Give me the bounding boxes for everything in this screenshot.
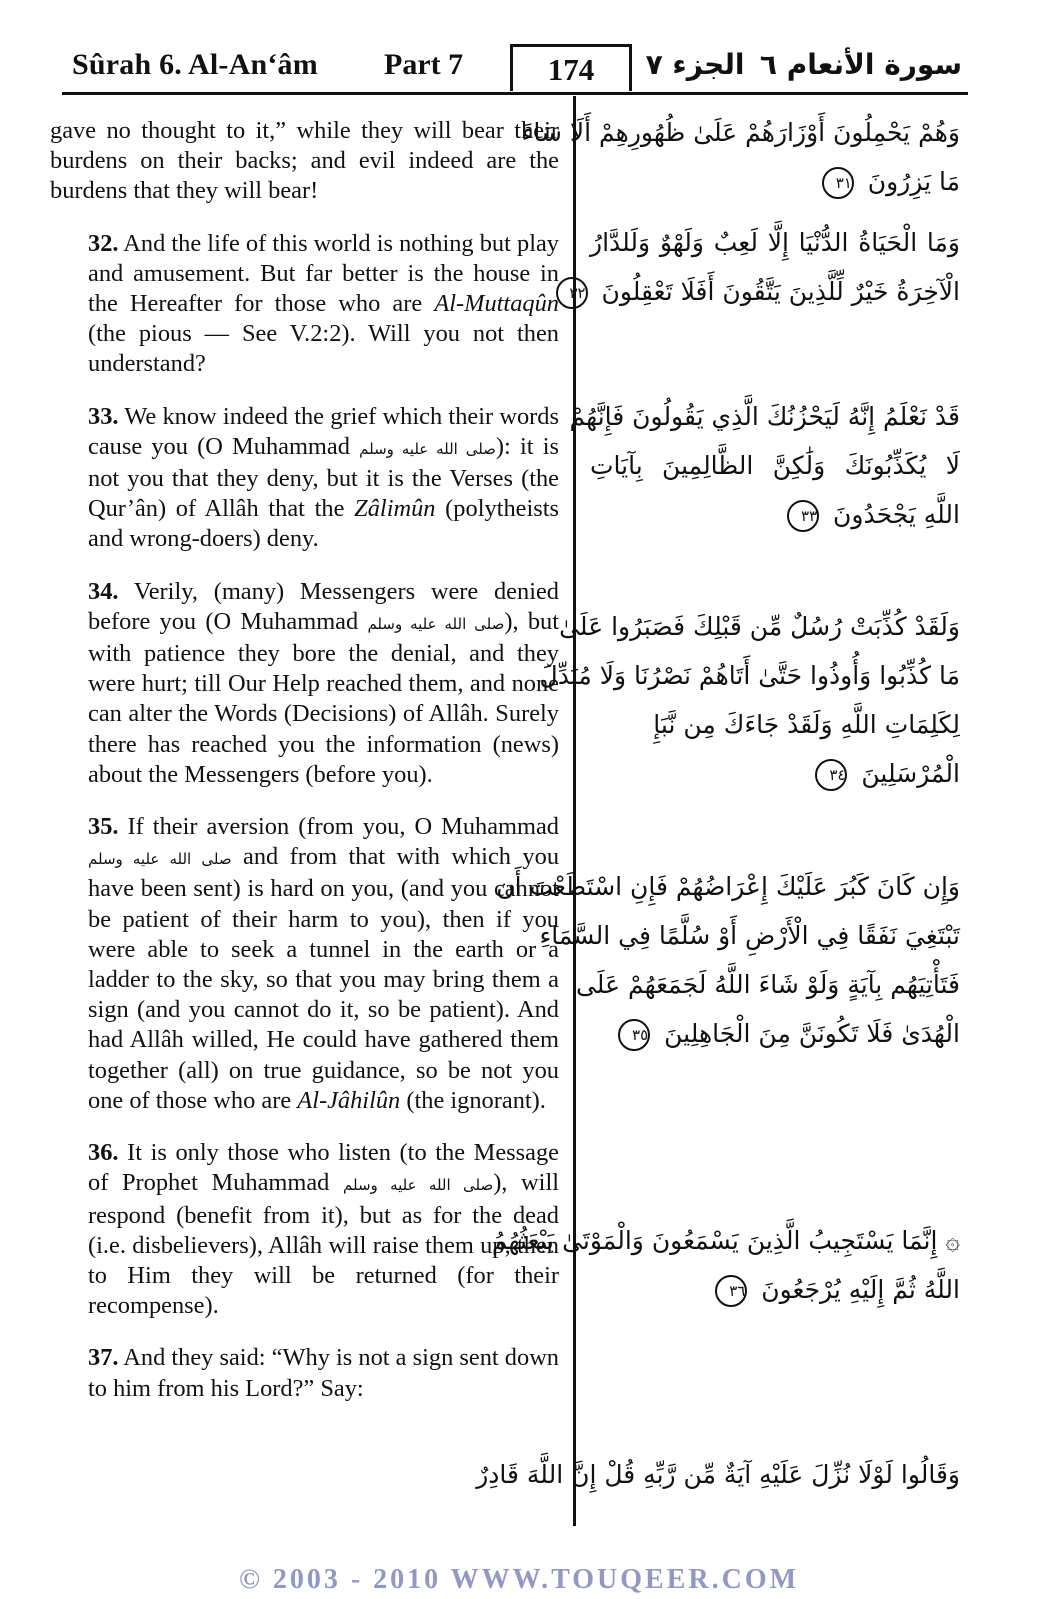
salutation-arabic: صلى الله عليه وسلم	[359, 439, 496, 458]
ayah-number-marker: ٣١	[822, 167, 854, 199]
arabic-verse-36	[491, 1216, 960, 1314]
arabic-line: وَقَالُوا لَوْلَا نُزِّلَ عَلَيْهِ آيَةٌ مِّن رَّبِّهِ قُلْ إِنَّ اللَّهَ قَادِرٌ	[476, 1460, 960, 1489]
verse-35-translation	[50, 812, 559, 1116]
arabic-line: فَتَأْتِيَهُم بِآيَةٍ وَلَوْ شَاءَ اللَّهُ لَجَمَعَهُمْ عَلَى	[575, 970, 960, 999]
arabic-line	[569, 267, 960, 316]
arabic-line: لَا يُكَذِّبُونَكَ وَلَٰكِنَّ الظَّالِمِينَ بِآيَاتِ	[590, 451, 960, 480]
arabic-text: مَا يَزِرُونَ	[867, 167, 960, 196]
arabic-verse-31	[521, 108, 960, 206]
arabic-line	[590, 749, 960, 798]
verse-34-translation	[50, 577, 559, 790]
italic-term: Zâlimûn	[354, 495, 436, 523]
verse-text: And they said: “Why is not a sign sent down to him from his Lord?” Say:	[88, 1344, 559, 1402]
ayah-number-marker: ٣٢	[556, 277, 588, 309]
verse-text: ), will respond (benefit from it), but as for the dead (i.e. disbelievers), Allâh will raise them up, then to Him they will be returned (for their recompense).	[88, 1169, 560, 1320]
arabic-line: قَدْ نَعْلَمُ إِنَّهُ لَيَحْزُنُكَ الَّذِي يَقُولُونَ فَإِنَّهُمْ	[569, 402, 960, 431]
verse-text: ): it is not you that they deny, but it is the Verses (the Qur’ân) of Allâh that the	[88, 432, 560, 523]
verse-text: It is only those who listen (to the Message of Prophet Muhammad	[88, 1139, 559, 1197]
ayah-number-marker: ٣٤	[815, 759, 847, 791]
arabic-text: اللَّهِ يَجْحَدُونَ	[833, 500, 960, 529]
page-number: 174	[510, 44, 632, 91]
verse-number: 35.	[88, 813, 119, 841]
salutation-arabic: صلى الله عليه وسلم	[367, 614, 505, 633]
arabic-line: مَا كُذِّبُوا وَأُوذُوا حَتَّىٰ أَتَاهُمْ نَصْرُنَا وَلَا مُبَدِّلَ	[539, 661, 960, 690]
surah-title-arabic: سورة الأنعام ٦	[759, 48, 962, 81]
arabic-line	[590, 1009, 960, 1058]
italic-term: Al-Muttaqûn	[434, 290, 559, 318]
arabic-text: الْمُرْسَلِينَ	[861, 759, 960, 788]
verse-text: Verily, (many) Messengers were denied before you (O Muhammad	[88, 577, 559, 635]
arabic-verse-34	[539, 602, 960, 798]
verse-text: We know indeed the grief which their words cause you (O Muhammad	[88, 402, 559, 460]
arabic-verse-32	[569, 218, 960, 316]
verse-text: (polytheists and wrong-doers) deny.	[88, 495, 560, 553]
verse-text: (the ignorant).	[400, 1086, 546, 1114]
arabic-line: ۞ إِنَّمَا يَسْتَجِيبُ الَّذِينَ يَسْمَعُونَ وَالْمَوْتَىٰ يَبْعَثُهُمُ	[491, 1226, 960, 1255]
verse-number: 33.	[88, 402, 119, 430]
arabic-verse-35	[496, 862, 960, 1058]
italic-term: Al-Jâhilûn	[297, 1086, 401, 1114]
arabic-text: اللَّهُ ثُمَّ إِلَيْهِ يُرْجَعُونَ	[761, 1275, 960, 1304]
ayah-number-marker: ٣٣	[787, 500, 819, 532]
verse-text: (the pious — See V.2:2). Will you not then understand?	[88, 320, 559, 378]
verse-text: and from that with which you have been sent) is hard on you, (and you cannot be patient of their harm to you), then if you were able to seek a tunnel in the earth or a ladder to the sky, so that you may bring them a sign (and you cannot do it, so be patient). And had Allâh willed, He could have gathered them together (all) on true guidance, so be not you one of those who are	[88, 843, 560, 1114]
verse-text: ), but with patience they bore the denial, and they were hurt; till Our Help reached them, and none can alter the Words (Decisions) of Allâh. Surely there has reached you the information (news) about the Messengers (before you).	[88, 607, 559, 788]
surah-title-english: Sûrah 6. Al-An‘âm	[72, 48, 318, 81]
verse-33-translation	[50, 402, 559, 555]
arabic-line: وَهُمْ يَحْمِلُونَ أَوْزَارَهُمْ عَلَىٰ ظُهُورِهِمْ أَلَا سَاءَ	[521, 118, 960, 147]
arabic-line	[590, 1265, 960, 1314]
arabic-line: لِكَلِمَاتِ اللَّهِ وَلَقَدْ جَاءَكَ مِن نَّبَإِ	[653, 710, 960, 739]
verse-number: 36.	[88, 1139, 119, 1167]
part-label-arabic: الجزء ٧	[645, 48, 745, 81]
verse-number: 32.	[88, 229, 119, 257]
arabic-line: وَإِن كَانَ كَبُرَ عَلَيْكَ إِعْرَاضُهُمْ فَإِنِ اسْتَطَعْتَ أَن	[496, 872, 960, 901]
continuation-paragraph: gave no thought to it,” while they will bear their burdens on their backs; and evil indeed are the burdens that they will bear!	[50, 117, 559, 205]
arabic-line: وَلَقَدْ كُذِّبَتْ رُسُلٌ مِّن قَبْلِكَ فَصَبَرُوا عَلَىٰ	[559, 612, 960, 641]
english-translation-column	[50, 116, 559, 1404]
verse-number: 37.	[88, 1344, 119, 1372]
ayah-number-marker: ٣٦	[715, 1275, 747, 1307]
arabic-line: تَبْتَغِيَ نَفَقًا فِي الْأَرْضِ أَوْ سُلَّمًا فِي السَّمَاءِ	[539, 921, 960, 950]
part-label-english: Part 7	[384, 48, 464, 81]
arabic-text: الْهُدَىٰ فَلَا تَكُونَنَّ مِنَ الْجَاهِلِينَ	[664, 1019, 960, 1048]
verse-text: And the life of this world is nothing but play and amusement. But far better is the house in the Hereafter for those who are	[88, 229, 559, 318]
salutation-arabic: صلى الله عليه وسلم	[343, 1176, 494, 1195]
arabic-line: وَمَا الْحَيَاةُ الدُّنْيَا إِلَّا لَعِبٌ وَلَهْوٌ وَلَلدَّارُ	[590, 228, 960, 257]
salutation-arabic: صلى الله عليه وسلم	[88, 850, 232, 869]
verse-text: If their aversion (from you, O Muhammad	[118, 813, 559, 841]
verse-number: 34.	[88, 577, 119, 605]
arabic-line	[590, 157, 960, 206]
arabic-verse-37	[476, 1450, 960, 1499]
arabic-verse-33	[569, 392, 960, 539]
verse-32-translation	[50, 229, 559, 380]
verse-36-translation	[50, 1138, 559, 1321]
page-header	[62, 42, 968, 95]
ayah-number-marker: ٣٥	[618, 1019, 650, 1051]
verse-37-translation	[50, 1343, 559, 1403]
arabic-line	[590, 490, 960, 539]
copyright-footer: © 2003 - 2010 WWW.TOUQEER.COM	[238, 1564, 800, 1595]
arabic-text: الْآخِرَةُ خَيْرٌ لِّلَّذِينَ يَتَّقُونَ أَفَلَا تَعْقِلُونَ	[601, 277, 960, 306]
